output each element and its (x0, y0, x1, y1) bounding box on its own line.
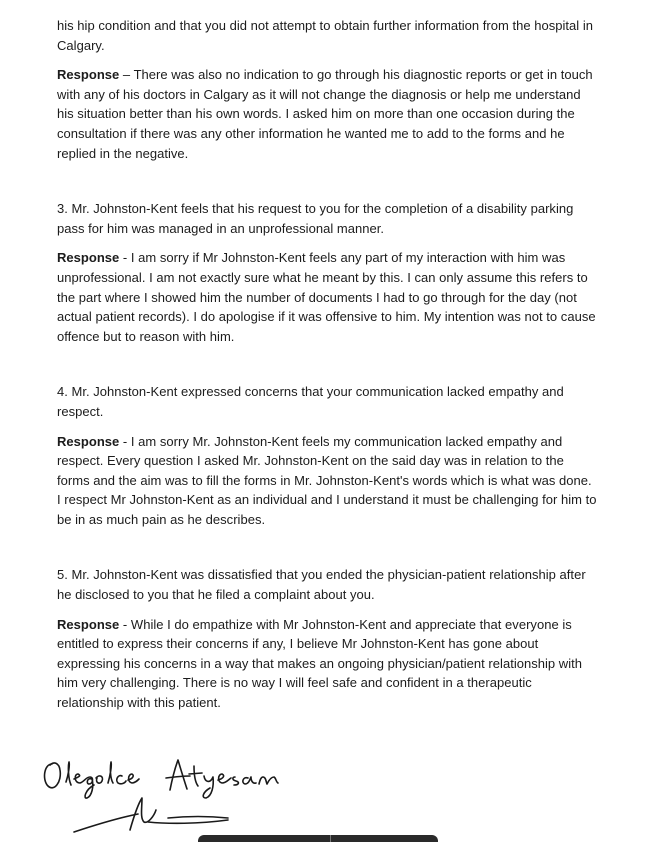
response-text: There was also no indication to go through his diagnostic reports or get in touch with any of his doctors in Calgary as it will not change the diagnosis or help me understand his situation better than his own words. I asked him on more than one occasion during the consultation if there was any other information he wanted me to add to the forms and he replied in the negative. (57, 67, 593, 161)
response-5 (57, 615, 597, 713)
response-label: Response (57, 250, 120, 266)
response-text: While I do empathize with Mr Johnston-Kent and appreciate that everyone is entitled to express their concerns if any, I believe Mr Johnston-Kent has gone about expressing his concerns in a way that makes an ongoing physician/patient relationship with him very challenging. There is no way I will feel safe and confident in a therapeutic relationship with this patient. (57, 616, 582, 711)
response-label: Response (57, 67, 120, 83)
response-separator: – (119, 67, 134, 83)
response-label: Response (57, 616, 120, 632)
intro-continuation: his hip condition and that you did not attempt to obtain further information from the hospital in Calgary. (57, 18, 593, 53)
concern-5: 5. Mr. Johnston-Kent was dissatisfied that you ended the physician-patient relationship after he disclosed to you that he filed a complaint about you. (57, 567, 586, 603)
letter-body (57, 16, 597, 723)
response-text: I am sorry if Mr Johnston-Kent feels any part of my interaction with him was unprofessional. I am not exactly sure what he meant by this. I can only assume this refers to the part where I showed him the number of documents I had to go through for the day (not actual patient records). I do apologise if it was offensive to him. My intention was not to cause offence but to reason with him. (57, 250, 596, 344)
toolbar-divider (330, 835, 331, 842)
response-4 (57, 432, 597, 530)
handwritten-signature (38, 752, 298, 842)
concern-3: 3. Mr. Johnston-Kent feels that his request to you for the completion of a disability parking pass for him was managed in an unprofessional manner. (57, 201, 574, 236)
response-1 (57, 65, 597, 163)
bottom-toolbar-edge (198, 835, 438, 842)
response-3 (57, 248, 597, 346)
response-text: I am sorry Mr. Johnston-Kent feels my communication lacked empathy and respect. Every question I asked Mr. Johnston-Kent on the said day was in relation to the forms and the aim was to fill the forms in Mr. Johnston-Kent's words which is what was done. I respect Mr Johnston-Kent as an individual and I understand it must be challenging for him to be in as much pain as he describes. (57, 433, 597, 527)
signature-drawing (38, 752, 298, 842)
response-separator: - (119, 250, 131, 266)
response-separator: - (119, 616, 131, 632)
response-label: Response (57, 433, 120, 449)
concern-4: 4. Mr. Johnston-Kent expressed concerns that your communication lacked empathy and respect. (57, 384, 564, 419)
response-separator: - (119, 433, 131, 449)
